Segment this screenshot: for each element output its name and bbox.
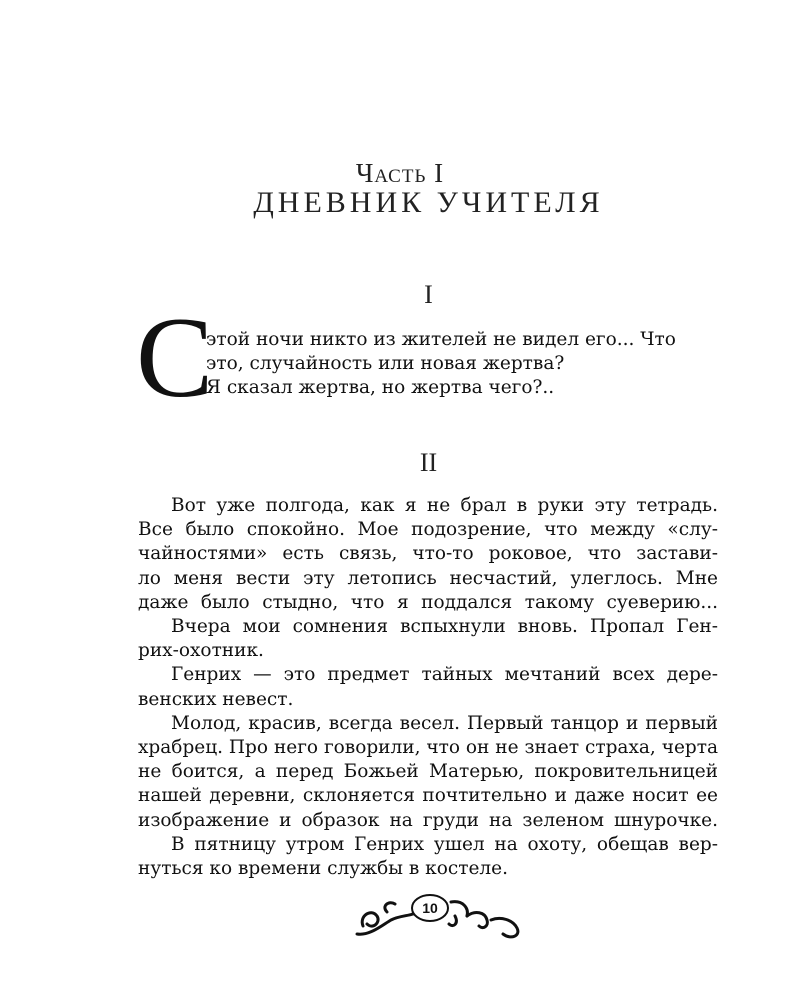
body-line: рих-охотник. [138, 640, 264, 662]
body-line: Все было спокойно. Мое подозрение, что между «слу- [138, 519, 718, 541]
part-title: ДНЕВНИК УЧИТЕЛЯ [253, 186, 604, 219]
part-label: Часть I [355, 158, 445, 188]
section-1-line: Я сказал жертва, но жертва чего?.. [206, 377, 555, 398]
body-line: Молод, красив, всегда весел. Первый танцор и первый [171, 712, 718, 734]
body-line: чайностями» есть связь, что-то роковое, что застави- [138, 543, 718, 565]
body-line: даже было стыдно, что я поддался такому суеверию... [138, 591, 718, 613]
body-line: изображение и образок на груди на зеленом шнурочке. [138, 809, 718, 831]
body-line: Вчера мои сомнения вспыхнули вновь. Пропал Ген- [171, 616, 718, 638]
body-line: нашей деревни, склоняется почтительно и даже носит ее [138, 785, 718, 807]
page-number: 10 [422, 900, 438, 916]
ornament-flourish-icon [355, 890, 525, 942]
body-line: В пятницу утром Генрих ушел на охоту, обещав вер- [171, 833, 718, 855]
body-line: Вот уже полгода, как я не брал в руки эту тетрадь. [171, 495, 718, 516]
body-line: храбрец. Про него говорили, что он не знает страха, черта [138, 737, 718, 759]
body-line: не боится, а перед Божьей Матерью, покровительницей [138, 761, 718, 783]
section-number-1: I [424, 280, 433, 309]
body-line: венских невест. [138, 688, 294, 710]
section-1-line: этой ночи никто из жителей не видел его... Что [206, 329, 676, 350]
drop-cap: С [136, 294, 214, 422]
body-line: Генрих — это предмет тайных мечтаний всех дере- [171, 664, 718, 686]
section-2-body [138, 494, 718, 881]
section-1-line: это, случайность или новая жертва? [206, 353, 565, 374]
body-line: нуться ко времени службы в костеле. [138, 858, 508, 880]
section-number-2: II [419, 448, 438, 477]
body-line: ло меня вести эту летопись несчастий, улеглось. Мне [138, 567, 718, 589]
